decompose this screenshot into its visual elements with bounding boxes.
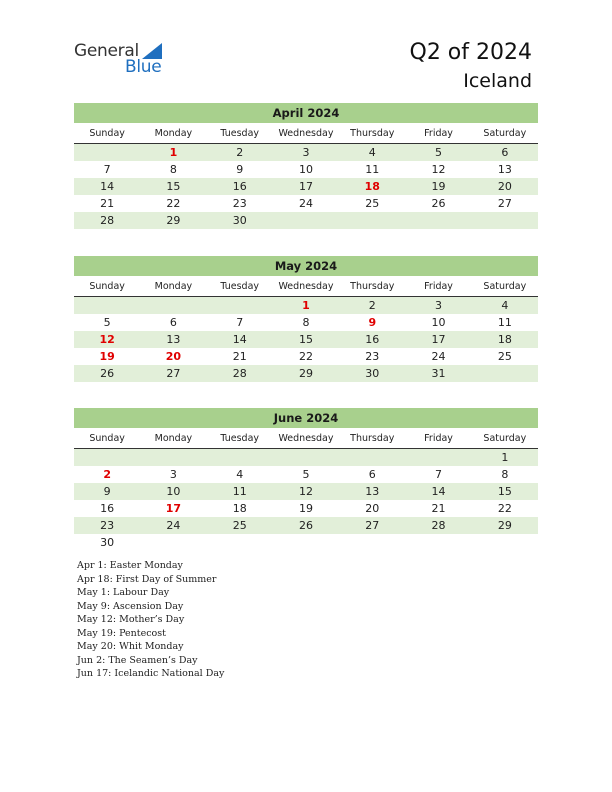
- week-row: [74, 314, 538, 331]
- day-cell: 12: [99, 333, 115, 346]
- day-cell: 24: [298, 197, 313, 210]
- day-cell: 2: [368, 299, 376, 312]
- logo-blue-text: Blue: [125, 57, 162, 77]
- month-header: May 2024: [74, 256, 538, 276]
- weekday-label: Wednesday: [278, 433, 334, 444]
- day-cell: 27: [497, 197, 512, 210]
- day-cell: 29: [497, 519, 512, 532]
- weekday-label: Saturday: [483, 433, 527, 444]
- empty-day-cell: [74, 297, 140, 314]
- day-cell: 11: [232, 485, 247, 498]
- day-cell: 8: [501, 468, 509, 481]
- day-cell: 18: [364, 180, 380, 193]
- empty-day-cell: [273, 449, 339, 466]
- empty-day-cell: [207, 297, 273, 314]
- holiday-item: Apr 1: Easter Monday: [77, 560, 183, 571]
- weekday-label: Sunday: [89, 281, 125, 292]
- day-cell: 9: [103, 485, 111, 498]
- weekday-label: Saturday: [483, 281, 527, 292]
- day-cell: 14: [431, 485, 446, 498]
- holiday-item: May 1: Labour Day: [77, 587, 170, 598]
- month-header: June 2024: [74, 408, 538, 428]
- weekday-label: Sunday: [89, 128, 125, 139]
- weekday-label: Friday: [424, 128, 453, 139]
- day-cell: 24: [166, 519, 181, 532]
- empty-day-cell: [74, 144, 140, 161]
- day-cell: 16: [365, 333, 380, 346]
- holiday-item: Apr 18: First Day of Summer: [77, 573, 217, 585]
- month-june: [74, 408, 538, 551]
- day-cell: 16: [100, 502, 115, 515]
- holiday-list: [77, 559, 224, 681]
- empty-day-cell: [405, 212, 471, 229]
- weekday-label: Tuesday: [220, 281, 260, 292]
- empty-day-cell: [472, 365, 538, 382]
- day-cell: 7: [103, 163, 111, 176]
- weekday-label: Monday: [154, 433, 193, 444]
- day-cell: 27: [365, 519, 380, 532]
- day-cell: 13: [497, 163, 512, 176]
- day-cell: 17: [431, 333, 446, 346]
- weekday-label: Wednesday: [278, 281, 334, 292]
- empty-day-cell: [339, 449, 405, 466]
- day-cell: 30: [365, 367, 380, 380]
- empty-day-cell: [405, 449, 471, 466]
- weekday-label: Saturday: [483, 128, 527, 139]
- day-cell: 7: [435, 468, 443, 481]
- day-cell: 22: [497, 502, 512, 515]
- day-cell: 17: [165, 502, 182, 515]
- weekday-label: Tuesday: [220, 433, 260, 444]
- month-header: April 2024: [74, 103, 538, 123]
- day-cell: 5: [302, 468, 310, 481]
- empty-day-cell: [207, 534, 273, 551]
- day-cell: 12: [431, 163, 446, 176]
- day-cell: 1: [169, 146, 178, 159]
- holiday-item: Jun 2: The Seamen’s Day: [77, 654, 198, 666]
- day-cell: 3: [169, 468, 177, 481]
- day-cell: 21: [232, 350, 247, 363]
- weekday-label: Wednesday: [278, 128, 334, 139]
- day-cell: 2: [103, 468, 111, 481]
- day-cell: 28: [232, 367, 247, 380]
- day-cell: 3: [302, 146, 310, 159]
- day-cell: 6: [368, 468, 376, 481]
- day-cell: 6: [169, 316, 177, 329]
- day-cell: 10: [298, 163, 313, 176]
- day-cell: 2: [236, 146, 244, 159]
- day-cell: 12: [298, 485, 313, 498]
- day-cell: 1: [302, 299, 310, 312]
- day-cell: 20: [165, 350, 182, 363]
- day-cell: 30: [232, 214, 247, 227]
- day-cell: 14: [100, 180, 115, 193]
- day-cell: 9: [368, 316, 377, 329]
- day-cell: 21: [100, 197, 115, 210]
- day-cell: 23: [100, 519, 115, 532]
- day-cell: 19: [298, 502, 313, 515]
- day-cell: 31: [431, 367, 446, 380]
- weekday-label: Monday: [154, 281, 193, 292]
- week-row: [74, 297, 538, 314]
- day-cell: 27: [166, 367, 181, 380]
- day-cell: 5: [103, 316, 111, 329]
- logo: [74, 41, 174, 77]
- day-cell: 17: [298, 180, 313, 193]
- day-cell: 15: [497, 485, 512, 498]
- empty-day-cell: [74, 449, 140, 466]
- week-row: [74, 144, 538, 161]
- weekday-label: Monday: [154, 128, 193, 139]
- day-cell: 13: [365, 485, 380, 498]
- week-row: [74, 348, 538, 365]
- day-cell: 19: [431, 180, 446, 193]
- holiday-item: May 9: Ascension Day: [77, 600, 184, 612]
- day-cell: 13: [166, 333, 181, 346]
- day-cell: 30: [100, 536, 115, 549]
- holiday-item: May 20: Whit Monday: [77, 641, 184, 652]
- week-row: [74, 500, 538, 517]
- day-cell: 4: [501, 299, 509, 312]
- day-cell: 5: [435, 146, 443, 159]
- week-row: [74, 365, 538, 382]
- country-name: Iceland: [463, 70, 532, 92]
- day-cell: 10: [431, 316, 446, 329]
- day-cell: 25: [365, 197, 380, 210]
- day-cell: 26: [100, 367, 115, 380]
- day-cell: 19: [99, 350, 115, 363]
- week-row: [74, 449, 538, 466]
- empty-day-cell: [339, 534, 405, 551]
- weekday-header-row: [74, 278, 538, 297]
- day-cell: 11: [497, 316, 512, 329]
- weekday-header-row: [74, 125, 538, 144]
- weekday-header-row: [74, 430, 538, 449]
- day-cell: 28: [100, 214, 115, 227]
- holiday-item: May 19: Pentecost: [77, 627, 166, 639]
- day-cell: 26: [431, 197, 446, 210]
- day-cell: 25: [232, 519, 247, 532]
- weekday-label: Thursday: [350, 128, 395, 139]
- day-cell: 25: [497, 350, 512, 363]
- day-cell: 9: [236, 163, 244, 176]
- day-cell: 24: [431, 350, 446, 363]
- day-cell: 20: [365, 502, 380, 515]
- day-cell: 11: [365, 163, 380, 176]
- weekday-label: Sunday: [89, 433, 125, 444]
- day-cell: 14: [232, 333, 247, 346]
- day-cell: 15: [166, 180, 181, 193]
- day-cell: 18: [497, 333, 512, 346]
- day-cell: 21: [431, 502, 446, 515]
- day-cell: 8: [302, 316, 310, 329]
- empty-day-cell: [273, 534, 339, 551]
- day-cell: 7: [236, 316, 244, 329]
- week-row: [74, 212, 538, 229]
- day-cell: 6: [501, 146, 509, 159]
- weekday-label: Thursday: [350, 433, 395, 444]
- day-cell: 3: [435, 299, 443, 312]
- week-row: [74, 517, 538, 534]
- week-row: [74, 178, 538, 195]
- month-may: [74, 256, 538, 382]
- empty-day-cell: [339, 212, 405, 229]
- day-cell: 1: [501, 451, 509, 464]
- weekday-label: Friday: [424, 281, 453, 292]
- day-cell: 28: [431, 519, 446, 532]
- empty-day-cell: [207, 449, 273, 466]
- week-row: [74, 331, 538, 348]
- day-cell: 22: [298, 350, 313, 363]
- week-row: [74, 534, 538, 551]
- month-april: [74, 103, 538, 229]
- holiday-item: May 12: Mother’s Day: [77, 614, 185, 625]
- day-cell: 23: [365, 350, 380, 363]
- weekday-label: Thursday: [350, 281, 395, 292]
- holiday-item: Jun 17: Icelandic National Day: [77, 668, 225, 679]
- day-cell: 23: [232, 197, 247, 210]
- weekday-label: Friday: [424, 433, 453, 444]
- empty-day-cell: [405, 534, 471, 551]
- day-cell: 26: [298, 519, 313, 532]
- empty-day-cell: [472, 212, 538, 229]
- day-cell: 8: [169, 163, 177, 176]
- day-cell: 20: [497, 180, 512, 193]
- empty-day-cell: [472, 534, 538, 551]
- empty-day-cell: [140, 449, 206, 466]
- day-cell: 29: [166, 214, 181, 227]
- day-cell: 18: [232, 502, 247, 515]
- day-cell: 4: [236, 468, 244, 481]
- empty-day-cell: [140, 534, 206, 551]
- page-title: Q2 of 2024: [409, 40, 532, 65]
- week-row: [74, 466, 538, 483]
- week-row: [74, 161, 538, 178]
- day-cell: 29: [298, 367, 313, 380]
- weekday-label: Tuesday: [220, 128, 260, 139]
- day-cell: 15: [298, 333, 313, 346]
- day-cell: 4: [368, 146, 376, 159]
- day-cell: 22: [166, 197, 181, 210]
- logo-general-text: General: [74, 41, 139, 61]
- day-cell: 16: [232, 180, 247, 193]
- day-cell: 10: [166, 485, 181, 498]
- empty-day-cell: [140, 297, 206, 314]
- week-row: [74, 483, 538, 500]
- empty-day-cell: [273, 212, 339, 229]
- week-row: [74, 195, 538, 212]
